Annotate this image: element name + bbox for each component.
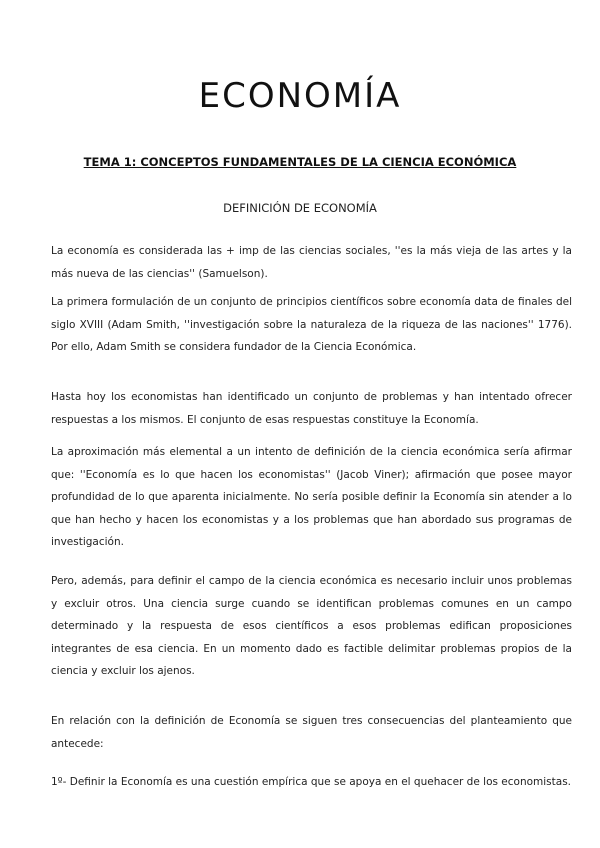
paragraph-7: 1º- Definir la Economía es una cuestión empírica que se apoya en el quehacer de los economistas. <box>51 776 572 788</box>
paragraph-6: En relación con la definición de Economía se siguen tres consecuencias del planteamiento que antecede: <box>51 715 572 750</box>
section-heading: DEFINICIÓN DE ECONOMÍA <box>223 201 377 215</box>
topic-title: TEMA 1: CONCEPTOS FUNDAMENTALES DE LA CIENCIA ECONÓMICA <box>83 155 517 169</box>
paragraph-1: La economía es considerada las + imp de las ciencias sociales, ''es la más vieja de las artes y la más nueva de las ciencias'' (Samuelson). <box>51 245 572 280</box>
paragraph-2: La primera formulación de un conjunto de principios científicos sobre economía data de finales del siglo XVIII (Adam Smith, ''investigación sobre la naturaleza de la riqueza de las naciones'' 1776). Por ello, Adam Smith se considera fundador de la Ciencia Económica. <box>51 296 572 353</box>
paragraph-4: La aproximación más elemental a un intento de definición de la ciencia económica sería afirmar que: ''Economía es lo que hacen los economistas'' (Jacob Viner); afirmación que posee mayor profundidad de lo que aparenta inicialmente. No sería posible definir la Economía sin atender a lo que han hecho y hacen los economistas y a los problemas que han abordado sus programas de investigación. <box>51 446 572 548</box>
paragraph-3: Hasta hoy los economistas han identificado un conjunto de problemas y han intentado ofrecer respuestas a los mismos. El conjunto de esas respuestas constituye la Economía. <box>51 391 572 426</box>
document-title: ECONOMÍA <box>198 76 402 116</box>
paragraph-5: Pero, además, para definir el campo de la ciencia económica es necesario incluir unos problemas y excluir otros. Una ciencia surge cuando se identifican problemas comunes en un campo determinado y la respuesta de esos científicos a esos problemas edifican proposiciones integrantes de esa ciencia. En un momento dado es factible delimitar problemas propios de la ciencia y excluir los ajenos. <box>51 575 572 677</box>
